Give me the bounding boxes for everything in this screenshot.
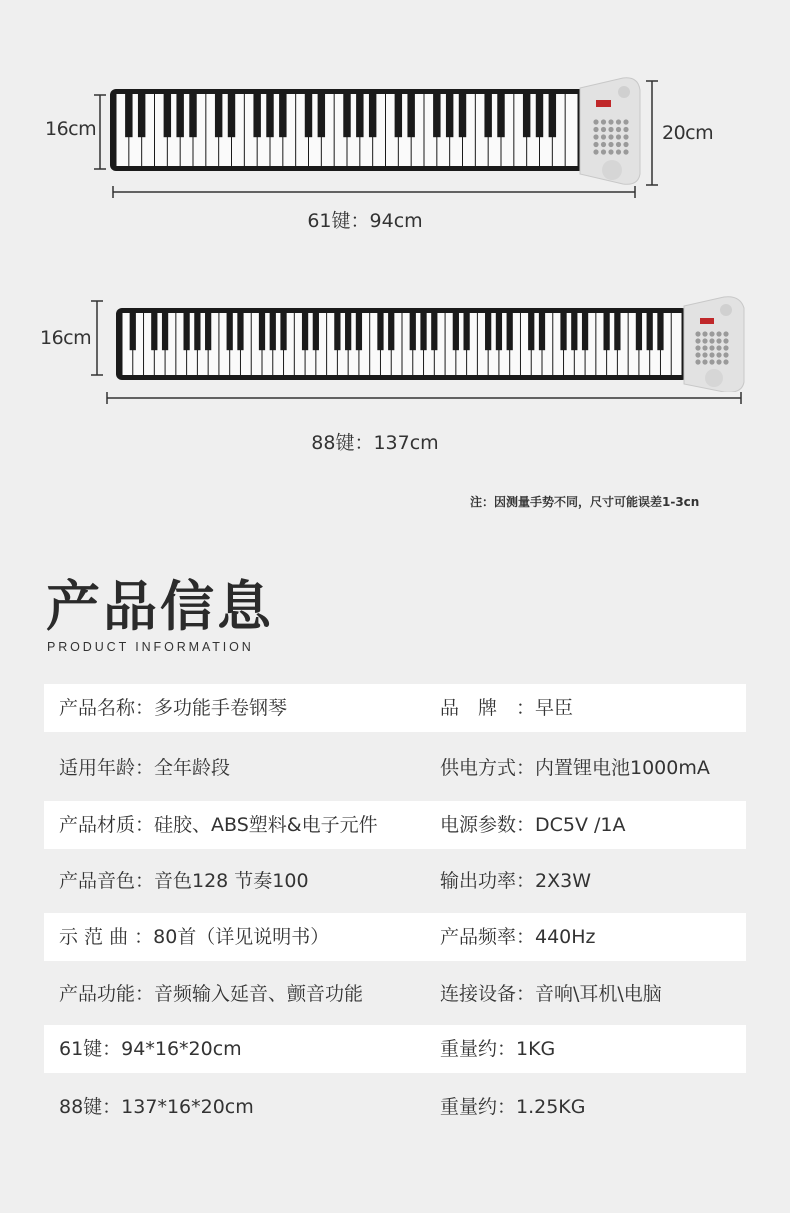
black-key — [582, 313, 588, 350]
black-key — [560, 313, 566, 350]
white-key — [566, 94, 578, 166]
panel-button — [702, 359, 707, 364]
panel-button — [616, 119, 621, 124]
panel-button — [702, 338, 707, 343]
spec-right: 连接设备：音响\耳机\电脑 — [440, 983, 662, 1005]
panel-button — [723, 345, 728, 350]
spec-left: 产品名称：多功能手卷钢琴 — [59, 697, 288, 719]
black-key — [189, 94, 196, 137]
panel-button — [616, 127, 621, 132]
black-key — [603, 313, 609, 350]
black-key — [420, 313, 426, 350]
keyboard88-height-label: 16cm — [40, 327, 92, 349]
panel-button — [716, 345, 721, 350]
black-key — [431, 313, 437, 350]
panel-button — [623, 142, 628, 147]
black-key — [377, 313, 383, 350]
black-key — [162, 313, 168, 350]
black-key — [453, 313, 459, 350]
panel-button — [601, 142, 606, 147]
spec-row — [44, 857, 746, 905]
panel-button — [608, 127, 613, 132]
panel-button — [608, 134, 613, 139]
black-key — [343, 94, 350, 137]
keyboard61-depth-marker — [644, 78, 660, 188]
black-key — [125, 94, 132, 137]
spec-right: 输出功率：2X3W — [440, 870, 591, 892]
black-key — [614, 313, 620, 350]
panel-button — [593, 119, 598, 124]
black-key — [388, 313, 394, 350]
panel-button — [593, 127, 598, 132]
black-key — [151, 313, 157, 350]
black-key — [410, 313, 416, 350]
black-key — [459, 94, 466, 137]
black-key — [407, 94, 414, 137]
panel-button — [709, 345, 714, 350]
spec-right: 电源参数：DC5V /1A — [440, 814, 626, 836]
spec-left: 产品音色：音色128 节奏100 — [59, 870, 309, 892]
spec-left: 61键：94*16*20cm — [59, 1038, 242, 1060]
panel-button — [702, 352, 707, 357]
black-key — [356, 313, 362, 350]
keyboard61-depth-label: 20cm — [662, 122, 714, 144]
black-key — [536, 94, 543, 137]
black-key — [528, 313, 534, 350]
black-key — [318, 94, 325, 137]
panel-button — [695, 345, 700, 350]
spec-left: 适用年龄：全年龄段 — [59, 757, 231, 779]
panel-button — [702, 345, 707, 350]
black-key — [549, 94, 556, 137]
black-key — [657, 313, 663, 350]
spec-right: 产品频率：440Hz — [440, 926, 596, 948]
black-key — [356, 94, 363, 137]
keyboard61-width-marker — [110, 184, 638, 200]
keyboard88-illustration — [112, 292, 750, 392]
spec-left: 示 范 曲 ：80首（详见说明书） — [59, 926, 330, 948]
black-key — [484, 94, 491, 137]
panel-button — [601, 149, 606, 154]
keyboard88-width-marker — [104, 390, 744, 406]
black-key — [334, 313, 340, 350]
black-key — [259, 313, 265, 350]
panel-button — [623, 134, 628, 139]
black-key — [280, 313, 286, 350]
spec-row — [44, 801, 746, 849]
spec-right: 重量约：1KG — [440, 1038, 556, 1060]
black-key — [305, 94, 312, 137]
panel-button — [608, 142, 613, 147]
section-title: 产品信息 — [46, 575, 274, 638]
spec-row — [44, 744, 746, 792]
black-key — [164, 94, 171, 137]
black-key — [647, 313, 653, 350]
black-key — [130, 313, 136, 350]
panel-button — [593, 149, 598, 154]
panel-button — [709, 338, 714, 343]
keyboard88-control-panel — [684, 297, 744, 392]
panel-button — [709, 352, 714, 357]
spec-row — [44, 684, 746, 732]
spec-left: 88键：137*16*20cm — [59, 1096, 254, 1118]
panel-button — [608, 149, 613, 154]
black-key — [194, 313, 200, 350]
panel-button — [623, 149, 628, 154]
panel-button — [623, 127, 628, 132]
panel-button — [616, 149, 621, 154]
black-key — [446, 94, 453, 137]
spec-row — [44, 1025, 746, 1073]
spec-right: 重量约：1.25KG — [440, 1096, 586, 1118]
black-key — [215, 94, 222, 137]
black-key — [227, 313, 233, 350]
display-red — [700, 318, 714, 324]
white-key — [672, 313, 682, 375]
keyboard61-control-panel — [580, 78, 640, 185]
panel-button — [616, 134, 621, 139]
black-key — [183, 313, 189, 350]
spec-right: 品 牌 ：早臣 — [440, 697, 574, 719]
black-key — [253, 94, 260, 137]
black-key — [395, 94, 402, 137]
black-key — [279, 94, 286, 137]
black-key — [463, 313, 469, 350]
panel-button — [709, 359, 714, 364]
panel-button — [695, 359, 700, 364]
black-key — [270, 313, 276, 350]
panel-button — [702, 331, 707, 336]
black-key — [237, 313, 243, 350]
measurement-note: 注：因测量手势不同，尺寸可能误差1-3cn — [470, 495, 700, 509]
panel-button — [723, 352, 728, 357]
panel-button — [695, 352, 700, 357]
black-key — [205, 313, 211, 350]
panel-button — [709, 331, 714, 336]
black-key — [496, 313, 502, 350]
black-key — [345, 313, 351, 350]
panel-button — [723, 331, 728, 336]
black-key — [539, 313, 545, 350]
keyboard61-height-label: 16cm — [45, 118, 97, 140]
keyboard61-height-marker — [93, 92, 107, 172]
panel-button — [723, 338, 728, 343]
black-key — [433, 94, 440, 137]
panel-button — [601, 127, 606, 132]
black-key — [369, 94, 376, 137]
spec-row — [44, 970, 746, 1018]
black-key — [302, 313, 308, 350]
spec-left: 产品功能：音频输入延音、颤音功能 — [59, 983, 364, 1005]
panel-button — [716, 359, 721, 364]
panel-button — [616, 142, 621, 147]
spec-left: 产品材质：硅胶、ABS塑料&电子元件 — [59, 814, 378, 836]
panel-button — [601, 134, 606, 139]
spec-row — [44, 1083, 746, 1131]
panel-button — [593, 134, 598, 139]
panel-button — [608, 119, 613, 124]
section-subtitle: PRODUCT INFORMATION — [47, 640, 254, 654]
keyboard61-caption: 61键：94cm — [307, 210, 423, 232]
display-red — [596, 100, 611, 107]
panel-button — [623, 119, 628, 124]
black-key — [636, 313, 642, 350]
panel-button — [716, 352, 721, 357]
panel-button — [723, 359, 728, 364]
panel-button — [695, 331, 700, 336]
panel-button — [695, 338, 700, 343]
keyboard88-caption: 88键：137cm — [311, 432, 439, 454]
black-key — [485, 313, 491, 350]
black-key — [497, 94, 504, 137]
black-key — [523, 94, 530, 137]
black-key — [266, 94, 273, 137]
black-key — [571, 313, 577, 350]
panel-button — [716, 338, 721, 343]
black-key — [228, 94, 235, 137]
panel-button — [716, 331, 721, 336]
spec-row — [44, 913, 746, 961]
spec-right: 供电方式：内置锂电池1000mA — [440, 757, 710, 779]
panel-button — [593, 142, 598, 147]
black-key — [176, 94, 183, 137]
black-key — [507, 313, 513, 350]
black-key — [138, 94, 145, 137]
panel-button — [601, 119, 606, 124]
keyboard61-illustration — [108, 74, 648, 190]
keyboard88-height-marker — [90, 298, 104, 378]
black-key — [313, 313, 319, 350]
